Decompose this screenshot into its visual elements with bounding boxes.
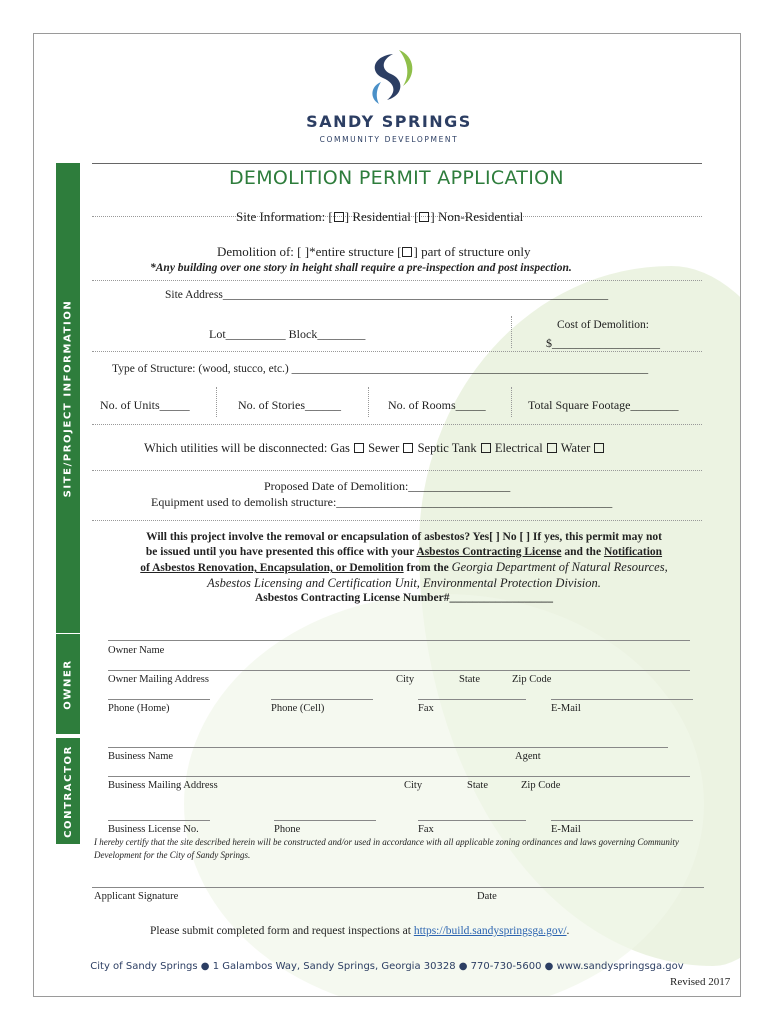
cost-of-demolition-field[interactable]: $__________________ [546,336,660,350]
gas-checkbox[interactable] [354,443,364,453]
sidebar-site-project: SITE/PROJECT INFORMATION [56,163,80,633]
owner-email-line[interactable] [551,699,693,700]
owner-name-line[interactable] [108,640,690,641]
part-of-structure-checkbox[interactable] [402,247,412,257]
demolition-of-row: Demolition of: [ ]*entire structure [ ] part of structure only [217,244,531,259]
number-of-units-field[interactable]: No. of Units_____ [100,398,190,412]
asbestos-question: Will this project involve the removal or encapsulation of asbestos? Yes[ ] No [ ] If yes, this permit may not be issued until you have presented this office with your Asbestos Contracting License and the Notification of Asbestos Renovation, Encapsulation, or Demolition from the Georgia Department of Natural Resources, Asbestos Licensing and Certification Unit, Environmental Protection Division. Asbestos Contracting License Number#__________________ [94,530,714,606]
lot-block-field[interactable]: Lot__________ Block________ [209,327,366,341]
owner-phone-home-label: Phone (Home) [108,703,170,714]
equipment-field[interactable]: Equipment used to demolish structure:______________________________________________ [151,495,613,509]
business-phone-line[interactable] [274,820,376,821]
divider [92,351,702,352]
proposed-date-field[interactable]: Proposed Date of Demolition:_________________ [264,479,511,493]
non-residential-checkbox[interactable] [419,212,429,222]
water-checkbox[interactable] [594,443,604,453]
business-name-line[interactable] [108,747,668,748]
septic-tank-checkbox[interactable] [481,443,491,453]
submit-instructions: Please submit completed form and request inspections at https://build.sandyspringsga.gov/. [150,925,570,937]
inspection-note: *Any building over one story in height shall require a pre-inspection and post inspection. [150,262,572,274]
residential-checkbox[interactable] [334,212,344,222]
business-fax-label: Fax [418,824,434,835]
utilities-row: Which utilities will be disconnected: Gas Sewer Septic Tank Electrical Water [144,441,605,456]
agent-label: Agent [515,751,541,762]
asbestos-license-number-field[interactable]: Asbestos Contracting License Number#__________________ [254,592,554,604]
divider [216,387,217,417]
divider [92,520,702,521]
applicant-signature-label: Applicant Signature [94,891,179,902]
title-rule [92,163,702,164]
business-email-label: E-Mail [551,824,581,835]
owner-mailing-address-label: Owner Mailing Address [108,674,209,685]
revision-note: Revised 2017 [670,976,731,988]
owner-phone-cell-line[interactable] [271,699,373,700]
owner-fax-label: Fax [418,703,434,714]
total-square-footage-field[interactable]: Total Square Footage________ [528,398,679,412]
sewer-checkbox[interactable] [403,443,413,453]
number-of-rooms-field[interactable]: No. of Rooms_____ [388,398,486,412]
electrical-checkbox[interactable] [547,443,557,453]
owner-name-label: Owner Name [108,645,165,656]
divider [92,280,702,281]
owner-city-label: City [396,674,415,685]
owner-phone-home-line[interactable] [108,699,210,700]
business-state-label: State [467,780,488,791]
permit-form-page [33,33,741,997]
owner-address-line[interactable] [108,670,690,671]
business-email-line[interactable] [551,820,693,821]
business-license-line[interactable] [108,820,210,821]
sidebar-owner: OWNER [56,634,80,734]
business-name-label: Business Name [108,751,174,762]
date-label: Date [477,891,497,902]
owner-zip-label: Zip Code [512,674,552,685]
owner-email-label: E-Mail [551,703,581,714]
cost-of-demolition-label: Cost of Demolition: [557,319,649,331]
divider [92,470,702,471]
owner-phone-cell-label: Phone (Cell) [271,703,325,714]
business-fax-line[interactable] [418,820,526,821]
owner-fax-line[interactable] [418,699,526,700]
build-portal-link[interactable]: https://build.sandyspringsga.gov/ [413,925,567,937]
number-of-stories-field[interactable]: No. of Stories______ [238,398,341,412]
business-phone-label: Phone [274,824,301,835]
owner-state-label: State [459,674,480,685]
business-zip-label: Zip Code [521,780,561,791]
type-of-structure-field[interactable]: Type of Structure: (wood, stucco, etc.) ______________________________________________________________ [112,363,649,375]
footer-contact: City of Sandy Springs ● 1 Galambos Way, Sandy Springs, Georgia 30328 ● 770-730-5600 ● www.sandyspringsga.gov [90,961,684,972]
business-city-label: City [404,780,423,791]
site-address-field[interactable]: Site Address___________________________________________________________________ [165,289,609,301]
business-address-line[interactable] [108,776,690,777]
brand-name: SANDY SPRINGS [306,112,472,131]
divider [511,387,512,417]
divider [511,316,512,348]
sidebar-contractor: CONTRACTOR [56,738,80,844]
brand-subtitle: COMMUNITY DEVELOPMENT [319,135,459,144]
business-license-label: Business License No. [108,824,199,835]
signature-line[interactable] [92,887,704,888]
divider [92,424,702,425]
page-title: DEMOLITION PERMIT APPLICATION [229,167,564,189]
site-information-row: Site Information: [ ] Residential [ ] Non-Residential [236,209,524,224]
divider [368,387,369,417]
logo [294,46,484,156]
certification-statement: I hereby certify that the site described herein will be constructed and/or used in accordance with all applicable zoning ordinances and laws governing Community Development for the City of Sandy Springs. [94,837,679,860]
sandy-springs-logo-icon [359,46,419,110]
business-mailing-address-label: Business Mailing Address [108,780,218,791]
